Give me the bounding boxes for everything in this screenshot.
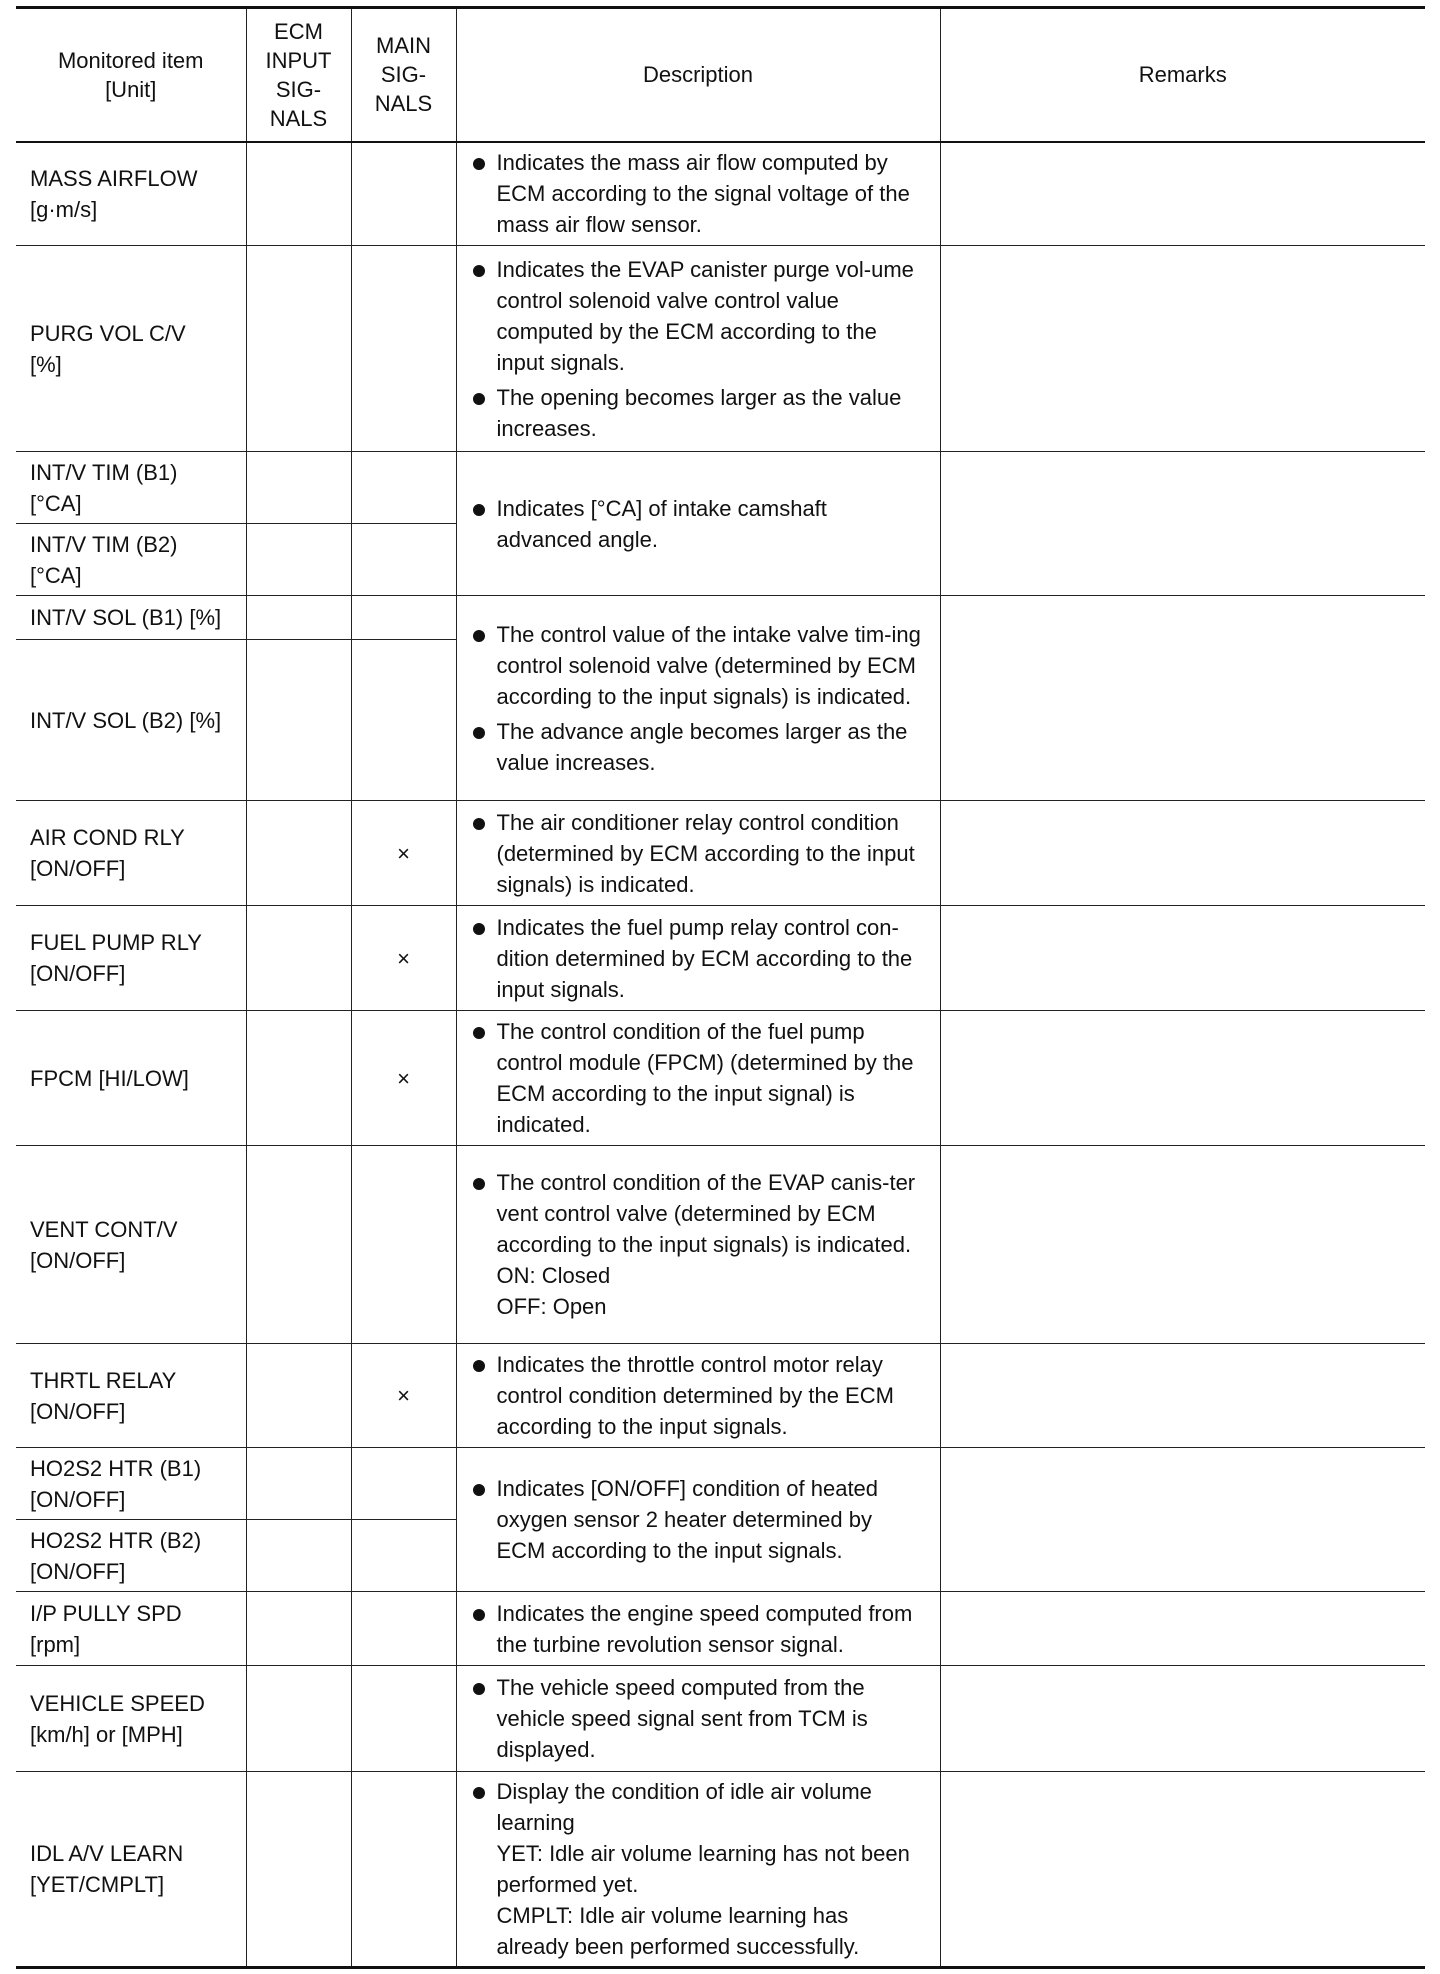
item-cell: INT/V TIM (B2) [°CA] [16,524,246,596]
header-monitored-item: Monitored item [Unit] [16,8,246,142]
remarks-cell [940,1592,1425,1666]
main-signal-cell [351,640,456,801]
bullet-icon [473,1178,485,1190]
item-cell: MASS AIRFLOW [g·m/s] [16,142,246,246]
header-ecm-input-signals: ECM INPUT SIG- NALS [246,8,351,142]
bullet-icon [473,1683,485,1695]
bullet-icon [473,630,485,642]
description-cell [456,246,940,452]
description-cell [456,1146,940,1344]
description-bullet: Indicates the mass air flow computed by ECM according to the signal voltage of the mass air flow sensor. [471,147,926,240]
ecm-input-cell [246,1344,351,1448]
remarks-cell [940,596,1425,801]
item-cell: INT/V SOL (B1) [%] [16,596,246,640]
description-cell [456,1592,940,1666]
table-row [16,1146,1425,1344]
ecm-input-cell [246,452,351,524]
bullet-icon [473,1027,485,1039]
ecm-input-cell [246,801,351,906]
description-bullet: The control condition of the fuel pump control module (FPCM) (determined by the ECM according to the input signal) is indicated. [471,1016,926,1140]
ecm-input-cell [246,596,351,640]
table-row [16,801,1425,906]
remarks-cell [940,906,1425,1011]
item-cell: PURG VOL C/V [%] [16,246,246,452]
table-row [16,906,1425,1011]
main-signal-cell [351,1520,456,1592]
ecm-input-cell [246,640,351,801]
description-cell [456,1344,940,1448]
ecm-input-cell [246,1520,351,1592]
main-signal-cell [351,1592,456,1666]
ecm-input-cell [246,1011,351,1146]
table-row [16,142,1425,246]
remarks-cell [940,1146,1425,1344]
item-cell: FUEL PUMP RLY [ON/OFF] [16,906,246,1011]
item-cell: AIR COND RLY [ON/OFF] [16,801,246,906]
bullet-icon [473,923,485,935]
description-cell [456,1448,940,1592]
description-bullet: Indicates [ON/OFF] condition of heated oxygen sensor 2 heater determined by ECM according to the input signals. [471,1473,926,1566]
description-cell [456,801,940,906]
description-bullet: The control value of the intake valve tim-ing control solenoid valve (determined by ECM according to the input signals) is indicated. [471,619,926,712]
monitored-items-table [16,6,1425,1969]
table-row [16,1011,1425,1146]
remarks-cell [940,452,1425,596]
item-cell: THRTL RELAY [ON/OFF] [16,1344,246,1448]
item-cell: INT/V TIM (B1) [°CA] [16,452,246,524]
header-description: Description [456,8,940,142]
item-cell: IDL A/V LEARN [YET/CMPLT] [16,1772,246,1968]
bullet-icon [473,393,485,405]
main-signal-cell [351,524,456,596]
main-signal-cell [351,452,456,524]
description-bullet: Display the condition of idle air volume learning YET: Idle air volume learning has not been performed yet. CMPLT: Idle air volume learning has already been performed successfully. [471,1776,926,1962]
description-bullet: The air conditioner relay control condition (determined by ECM according to the input signals) is indicated. [471,807,926,900]
description-bullet: The opening becomes larger as the value increases. [471,382,926,444]
description-cell [456,596,940,801]
main-signal-mark: × [351,906,456,1011]
table-row [16,1592,1425,1666]
bullet-icon [473,1609,485,1621]
main-signal-mark: × [351,1011,456,1146]
remarks-cell [940,801,1425,906]
ecm-input-cell [246,524,351,596]
bullet-icon [473,1787,485,1799]
item-cell: FPCM [HI/LOW] [16,1011,246,1146]
item-cell: HO2S2 HTR (B1) [ON/OFF] [16,1448,246,1520]
description-cell [456,1011,940,1146]
remarks-cell [940,246,1425,452]
description-bullet: Indicates [°CA] of intake camshaft advanced angle. [471,493,926,555]
main-signal-cell [351,142,456,246]
description-bullet: Indicates the throttle control motor relay control condition determined by the ECM according to the input signals. [471,1349,926,1442]
main-signal-cell [351,1666,456,1772]
ecm-input-cell [246,906,351,1011]
main-signal-mark: × [351,1344,456,1448]
description-bullet: The vehicle speed computed from the vehicle speed signal sent from TCM is displayed. [471,1672,926,1765]
description-bullet: Indicates the fuel pump relay control con-dition determined by ECM according to the input signals. [471,912,926,1005]
table-row [16,1772,1425,1968]
item-cell: VENT CONT/V [ON/OFF] [16,1146,246,1344]
item-cell: INT/V SOL (B2) [%] [16,640,246,801]
remarks-cell [940,1772,1425,1968]
ecm-input-cell [246,1666,351,1772]
bullet-icon [473,158,485,170]
bullet-icon [473,1360,485,1372]
main-signal-cell [351,246,456,452]
table-row [16,596,1425,640]
bullet-icon [473,504,485,516]
bullet-icon [473,727,485,739]
remarks-cell [940,142,1425,246]
table-row [16,246,1425,452]
description-bullet: Indicates the engine speed computed from the turbine revolution sensor signal. [471,1598,926,1660]
description-cell [456,142,940,246]
remarks-cell [940,1666,1425,1772]
table-row [16,1448,1425,1520]
description-bullet: The advance angle becomes larger as the value increases. [471,716,926,778]
description-cell [456,906,940,1011]
bullet-icon [473,265,485,277]
remarks-cell [940,1344,1425,1448]
ecm-input-cell [246,1772,351,1968]
main-signal-cell [351,1772,456,1968]
ecm-input-cell [246,1146,351,1344]
ecm-input-cell [246,1448,351,1520]
description-bullet: The control condition of the EVAP canis-ter vent control valve (determined by ECM according to the input signals) is indicated. ON: Closed OFF: Open [471,1167,926,1322]
ecm-input-cell [246,246,351,452]
table-row [16,1666,1425,1772]
main-signal-cell [351,596,456,640]
table-row [16,1344,1425,1448]
ecm-input-cell [246,142,351,246]
description-cell [456,1666,940,1772]
remarks-cell [940,1448,1425,1592]
ecm-input-cell [246,1592,351,1666]
description-cell [456,452,940,596]
main-signal-cell [351,1448,456,1520]
description-bullet: Indicates the EVAP canister purge vol-ume control solenoid valve control value computed by the ECM according to the input signals. [471,254,926,378]
table-row [16,452,1425,524]
bullet-icon [473,818,485,830]
header-row [16,8,1425,142]
main-signal-cell [351,1146,456,1344]
header-remarks: Remarks [940,8,1425,142]
item-cell: I/P PULLY SPD [rpm] [16,1592,246,1666]
item-cell: HO2S2 HTR (B2) [ON/OFF] [16,1520,246,1592]
description-cell [456,1772,940,1968]
main-signal-mark: × [351,801,456,906]
item-cell: VEHICLE SPEED [km/h] or [MPH] [16,1666,246,1772]
header-main-signals: MAIN SIG- NALS [351,8,456,142]
remarks-cell [940,1011,1425,1146]
bullet-icon [473,1484,485,1496]
